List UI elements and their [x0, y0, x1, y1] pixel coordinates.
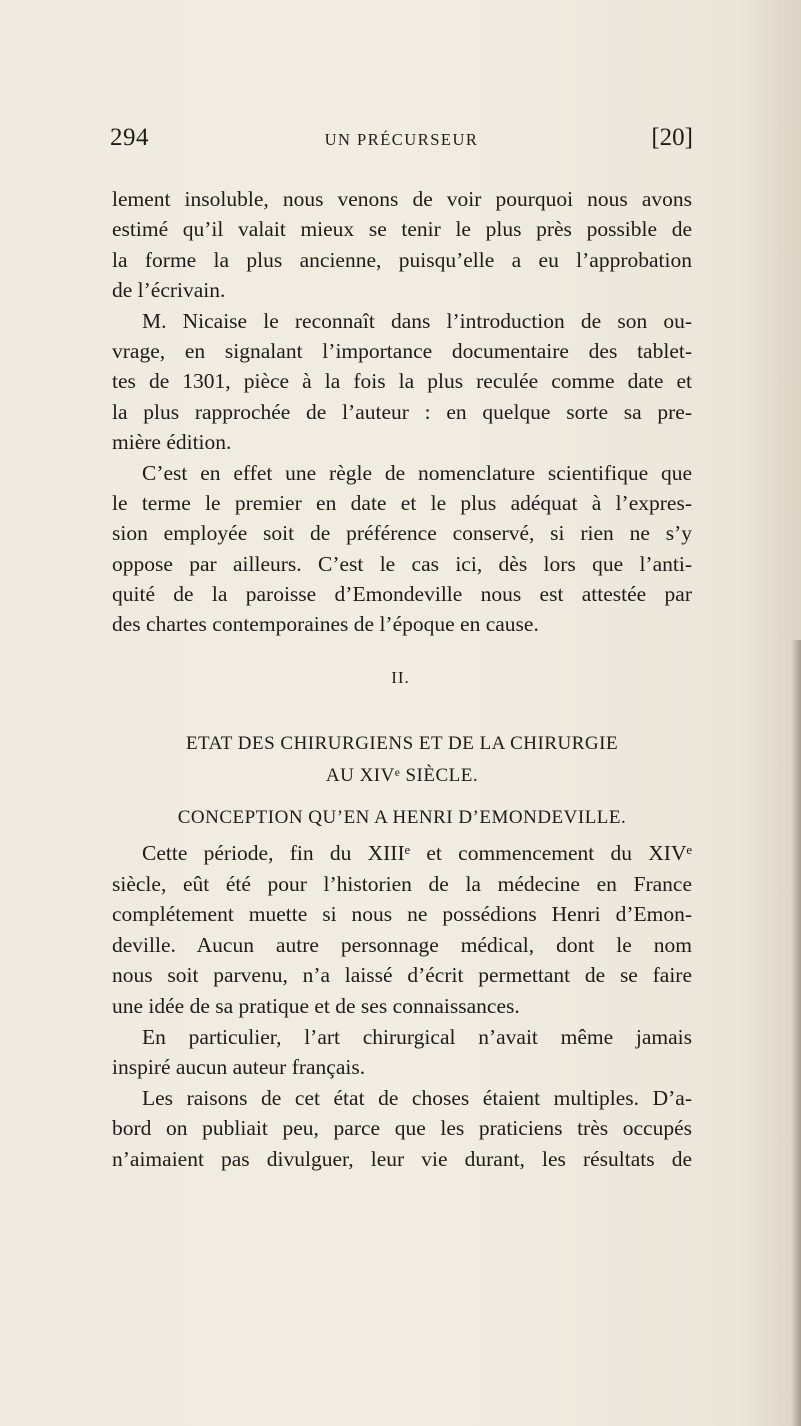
text-line: n’aimaient pas divulguer, leur vie durant, les résultats de	[112, 1146, 692, 1171]
text-line: la forme la plus ancienne, puisqu’elle a eu l’approbation	[112, 247, 692, 272]
text-line: C’est en effet une règle de nomenclature scientifique que	[142, 460, 692, 485]
text-line: la plus rapprochée de l’auteur : en quelque sorte sa pre-	[112, 399, 692, 424]
section-number: II.	[391, 668, 410, 687]
text-line: de l’écrivain.	[112, 278, 226, 303]
text-line: lement insoluble, nous venons de voir pourquoi nous avons	[112, 187, 692, 211]
text-line: mière édition.	[112, 430, 232, 455]
text-line: siècle, eût été pour l’historien de la médecine en France	[112, 871, 692, 896]
running-head	[110, 124, 693, 164]
text-line: inspiré aucun auteur français.	[112, 1055, 366, 1080]
body-text-bottom	[112, 838, 692, 1175]
page-number: 294	[110, 124, 149, 151]
text-line: oppose par ailleurs. C’est le cas ici, dès lors que l’anti-	[112, 551, 692, 576]
text-line: bord on publiait peu, parce que les praticiens très occupés	[112, 1116, 692, 1141]
text-line: Cette période, fin du XIIIᵉ et commencement du XIVᵉ	[142, 841, 692, 865]
heading-line-1: ETAT DES CHIRURGIENS ET DE LA CHIRURGIE	[185, 733, 619, 754]
text-line: nous soit parvenu, n’a laissé d’écrit permettant de se faire	[112, 963, 692, 988]
text-line: complétement muette si nous ne possédions Henri d’Emon-	[112, 902, 692, 927]
text-line: M. Nicaise le reconnaît dans l’introduction de son ou-	[142, 308, 692, 333]
text-line: sion employée soit de préférence conservé, si rien ne s’y	[112, 521, 692, 546]
text-line: tes de 1301, pièce à la fois la plus reculée comme date et	[112, 369, 692, 394]
running-title: UN PRÉCURSEUR	[324, 130, 479, 149]
section-heading	[112, 728, 692, 834]
heading-line-3: CONCEPTION QU’EN A HENRI D’EMONDEVILLE.	[177, 807, 627, 828]
text-line: deville. Aucun autre personnage médical, dont le nom	[112, 932, 692, 957]
folio-number: [20]	[651, 124, 693, 151]
text-line: En particulier, l’art chirurgical n’avait même jamais	[142, 1024, 692, 1049]
heading-line-2: AU XIVᵉ SIÈCLE.	[325, 765, 479, 786]
text-line: estimé qu’il valait mieux se tenir le plus près possible de	[112, 217, 692, 242]
text-line: quité de la paroisse d’Emondeville nous est attestée par	[112, 582, 692, 607]
text-line: le terme le premier en date et le plus adéquat à l’expres-	[112, 490, 692, 515]
page-edge-shadow	[791, 640, 801, 1426]
text-line: une idée de sa pratique et de ses connaissances.	[112, 993, 520, 1018]
text-line: des chartes contemporaines de l’époque en cause.	[112, 612, 539, 637]
body-text-top	[112, 184, 692, 640]
text-line: vrage, en signalant l’importance documentaire des tablet-	[112, 338, 692, 363]
text-line: Les raisons de cet état de choses étaient multiples. D’a-	[142, 1085, 692, 1110]
